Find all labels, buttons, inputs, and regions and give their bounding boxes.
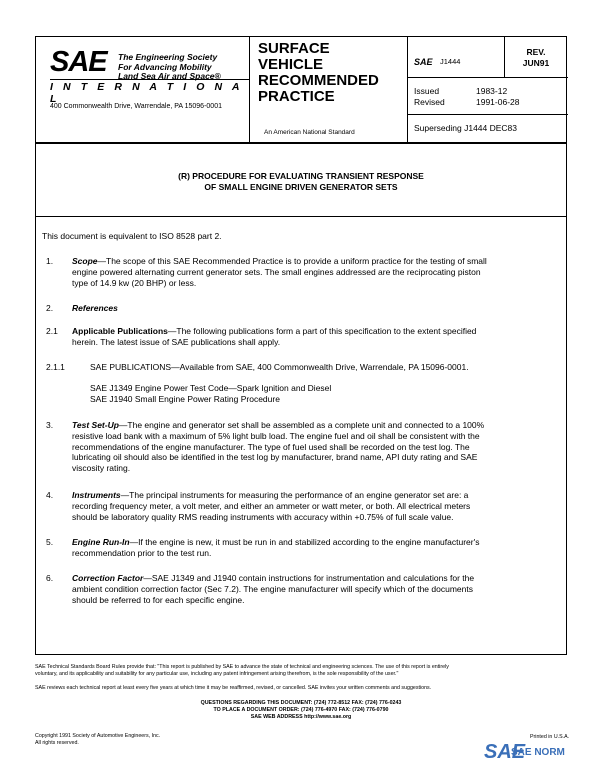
text-line: engine powered alternating current generator sets. The small engines addressed are the reciprocating piston [72,266,481,277]
divider [407,114,568,115]
section-references [72,303,118,314]
policy-line: SAE Technical Standards Board Rules provide that: "This report is published by SAE to advance the state of technical and engineering sciences. The use of this report is entirely [35,664,449,670]
contact-line: QUESTIONS REGARDING THIS DOCUMENT: (724) 772-8512 FAX: (724) 776-0243 [200,700,402,706]
policy-line: voluntary, and its applicability and suitability for any particular use, including any patent infringement arising therefrom, is the sole responsibility of the user." [35,671,399,677]
section-number: 2.1 [46,326,58,336]
text-line: —The scope of this SAE Recommended Practice is to provide a uniform practice for the testing of small [97,256,487,266]
section-heading: Scope [72,256,98,266]
header-box [35,36,567,143]
society-line: Land Sea Air and Space [118,71,215,81]
text-line: recommendations of the engine manufacturer. The type of fuel used shall be recorded on the test log. The [72,441,470,452]
doc-type-line: VEHICLE [258,56,324,73]
reference-item: SAE J1349 Engine Power Test Code—Spark Ignition and Diesel [90,383,332,393]
document-type [258,41,379,105]
text-line: —The engine and generator set shall be assembled as a complete unit and connected to a 100% [118,420,485,430]
sae-logo-text: SAE [50,46,107,78]
section-test-setup [72,420,552,474]
text-line: should be laboratory quality RMS reading instruments with accuracy within +0.75% of full scale value. [72,511,454,522]
section-heading: Test Set-Up [72,420,119,430]
text-line: recommendation prior to the test run. [72,547,212,558]
sae-publications-line: SAE PUBLICATIONS—Available from SAE, 400 Commonwealth Drive, Warrendale, PA 15096-0001. [90,362,469,372]
text-line: type of 14.9 kw (20 BHP) or less. [72,277,197,288]
section-number: 2. [46,303,54,313]
divider [407,37,408,142]
issued-label: Issued [414,86,440,96]
rev-value: JUN91 [522,58,550,68]
section-heading: Instruments [72,490,121,500]
section-number: 6. [46,573,54,583]
text-line: viscosity rating. [72,463,131,474]
section-scope [72,256,552,288]
document-title [35,171,567,193]
divider [407,77,568,78]
printed-in: Printed in U.S.A. [530,734,570,740]
box-border [35,143,567,144]
sae-address: 400 Commonwealth Drive, Warrendale, PA 15096-0001 [50,103,222,110]
box-border [35,654,567,655]
text-line: resistive load bank with a maximum of 5% light bulb load. The engine fuel and oil shall be consistent with the [72,430,480,441]
section-instruments [72,490,552,522]
box-border [35,216,567,217]
revised-value: 1991-06-28 [476,97,520,107]
superseding: Superseding J1444 DEC83 [414,123,518,133]
text-line: —The principal instruments for measuring the performance of an engine generator set are: a [120,490,469,500]
watermark-sae: SAE [484,741,526,763]
reference-item: SAE J1940 Small Engine Power Rating Procedure [90,394,280,404]
section-engine-run-in [72,537,552,559]
section-number: 3. [46,420,54,430]
text-line: should be referred to for each specific engine. [72,594,245,605]
section-number: 2.1.1 [46,362,65,372]
revised-label: Revised [414,97,445,107]
doc-type-line: SURFACE [258,40,330,57]
text-line: —If the engine is new, it must be run in and stabilized according to the engine manufacturer's [129,537,480,547]
text-line: —SAE J1349 and J1940 contain instructions for instrumentation and calculations for the [143,573,475,583]
society-line: The Engineering Society [118,52,218,62]
title-line: (R) PROCEDURE FOR EVALUATING TRANSIENT RESPONSE [178,171,424,181]
rev-label: REV. [526,47,546,57]
copyright [35,733,160,747]
international-text: I N T E R N A T I O N A L [50,79,250,105]
registered-mark: ® [214,71,221,81]
watermark-norm: SAE NORM [511,747,565,758]
ans-note: An American National Standard [264,129,355,136]
text-line: herein. The latest issue of SAE publications shall apply. [72,336,281,347]
box-border [35,216,36,654]
section-applicable-publications [72,326,552,348]
copyright-line: Copyright 1991 Society of Automotive Engineers, Inc. [35,733,161,739]
doc-type-line: RECOMMENDED [258,72,379,89]
section-number: 4. [46,490,54,500]
sae-small-logo: SAE [414,57,433,67]
issued-value: 1983-12 [476,86,508,96]
equivalence-note: This document is equivalent to ISO 8528 part 2. [42,231,222,241]
text-line: lubricating oil should also be identified in the test log by manufacturer, brand name, API duty rating and SAE [72,452,478,463]
document-number: J1444 [440,57,461,66]
sae-norm-watermark [484,741,565,764]
revision [504,47,568,69]
section-heading: Applicable Publications [72,326,168,336]
text-line: recording frequency meter, a volt meter, and either an ammeter or watt meter, or both. All electrical meters [72,500,471,511]
section-heading: References [72,303,118,313]
title-line: OF SMALL ENGINE DRIVEN GENERATOR SETS [204,182,398,192]
box-border [566,216,567,654]
text-line: —The following publications form a part of this specification to the extent specified [167,326,477,336]
society-text [118,53,268,82]
policy-line: SAE reviews each technical report at least every five years at which time it may be reaffirmed, revised, or cancelled. SAE invites your written comments and suggestions. [35,685,432,691]
copyright-line: All rights reserved. [35,740,79,746]
section-number: 1. [46,256,54,266]
contact-line: TO PLACE A DOCUMENT ORDER: (724) 776-4970 FAX: (724) 776-0790 [213,706,389,713]
policy-text [35,664,570,692]
contact-line: SAE WEB ADDRESS http://www.sae.org [250,713,352,720]
section-heading: Engine Run-In [72,537,130,547]
section-number: 5. [46,537,54,547]
section-heading: Correction Factor [72,573,144,583]
society-line: For Advancing Mobility [118,61,212,72]
text-line: ambient condition correction factor (Sec 7.2). The engine manufacturer will specify which of the documents [72,583,473,594]
contact-info [35,700,567,720]
section-correction-factor [72,573,552,605]
doc-type-line: PRACTICE [258,88,335,105]
